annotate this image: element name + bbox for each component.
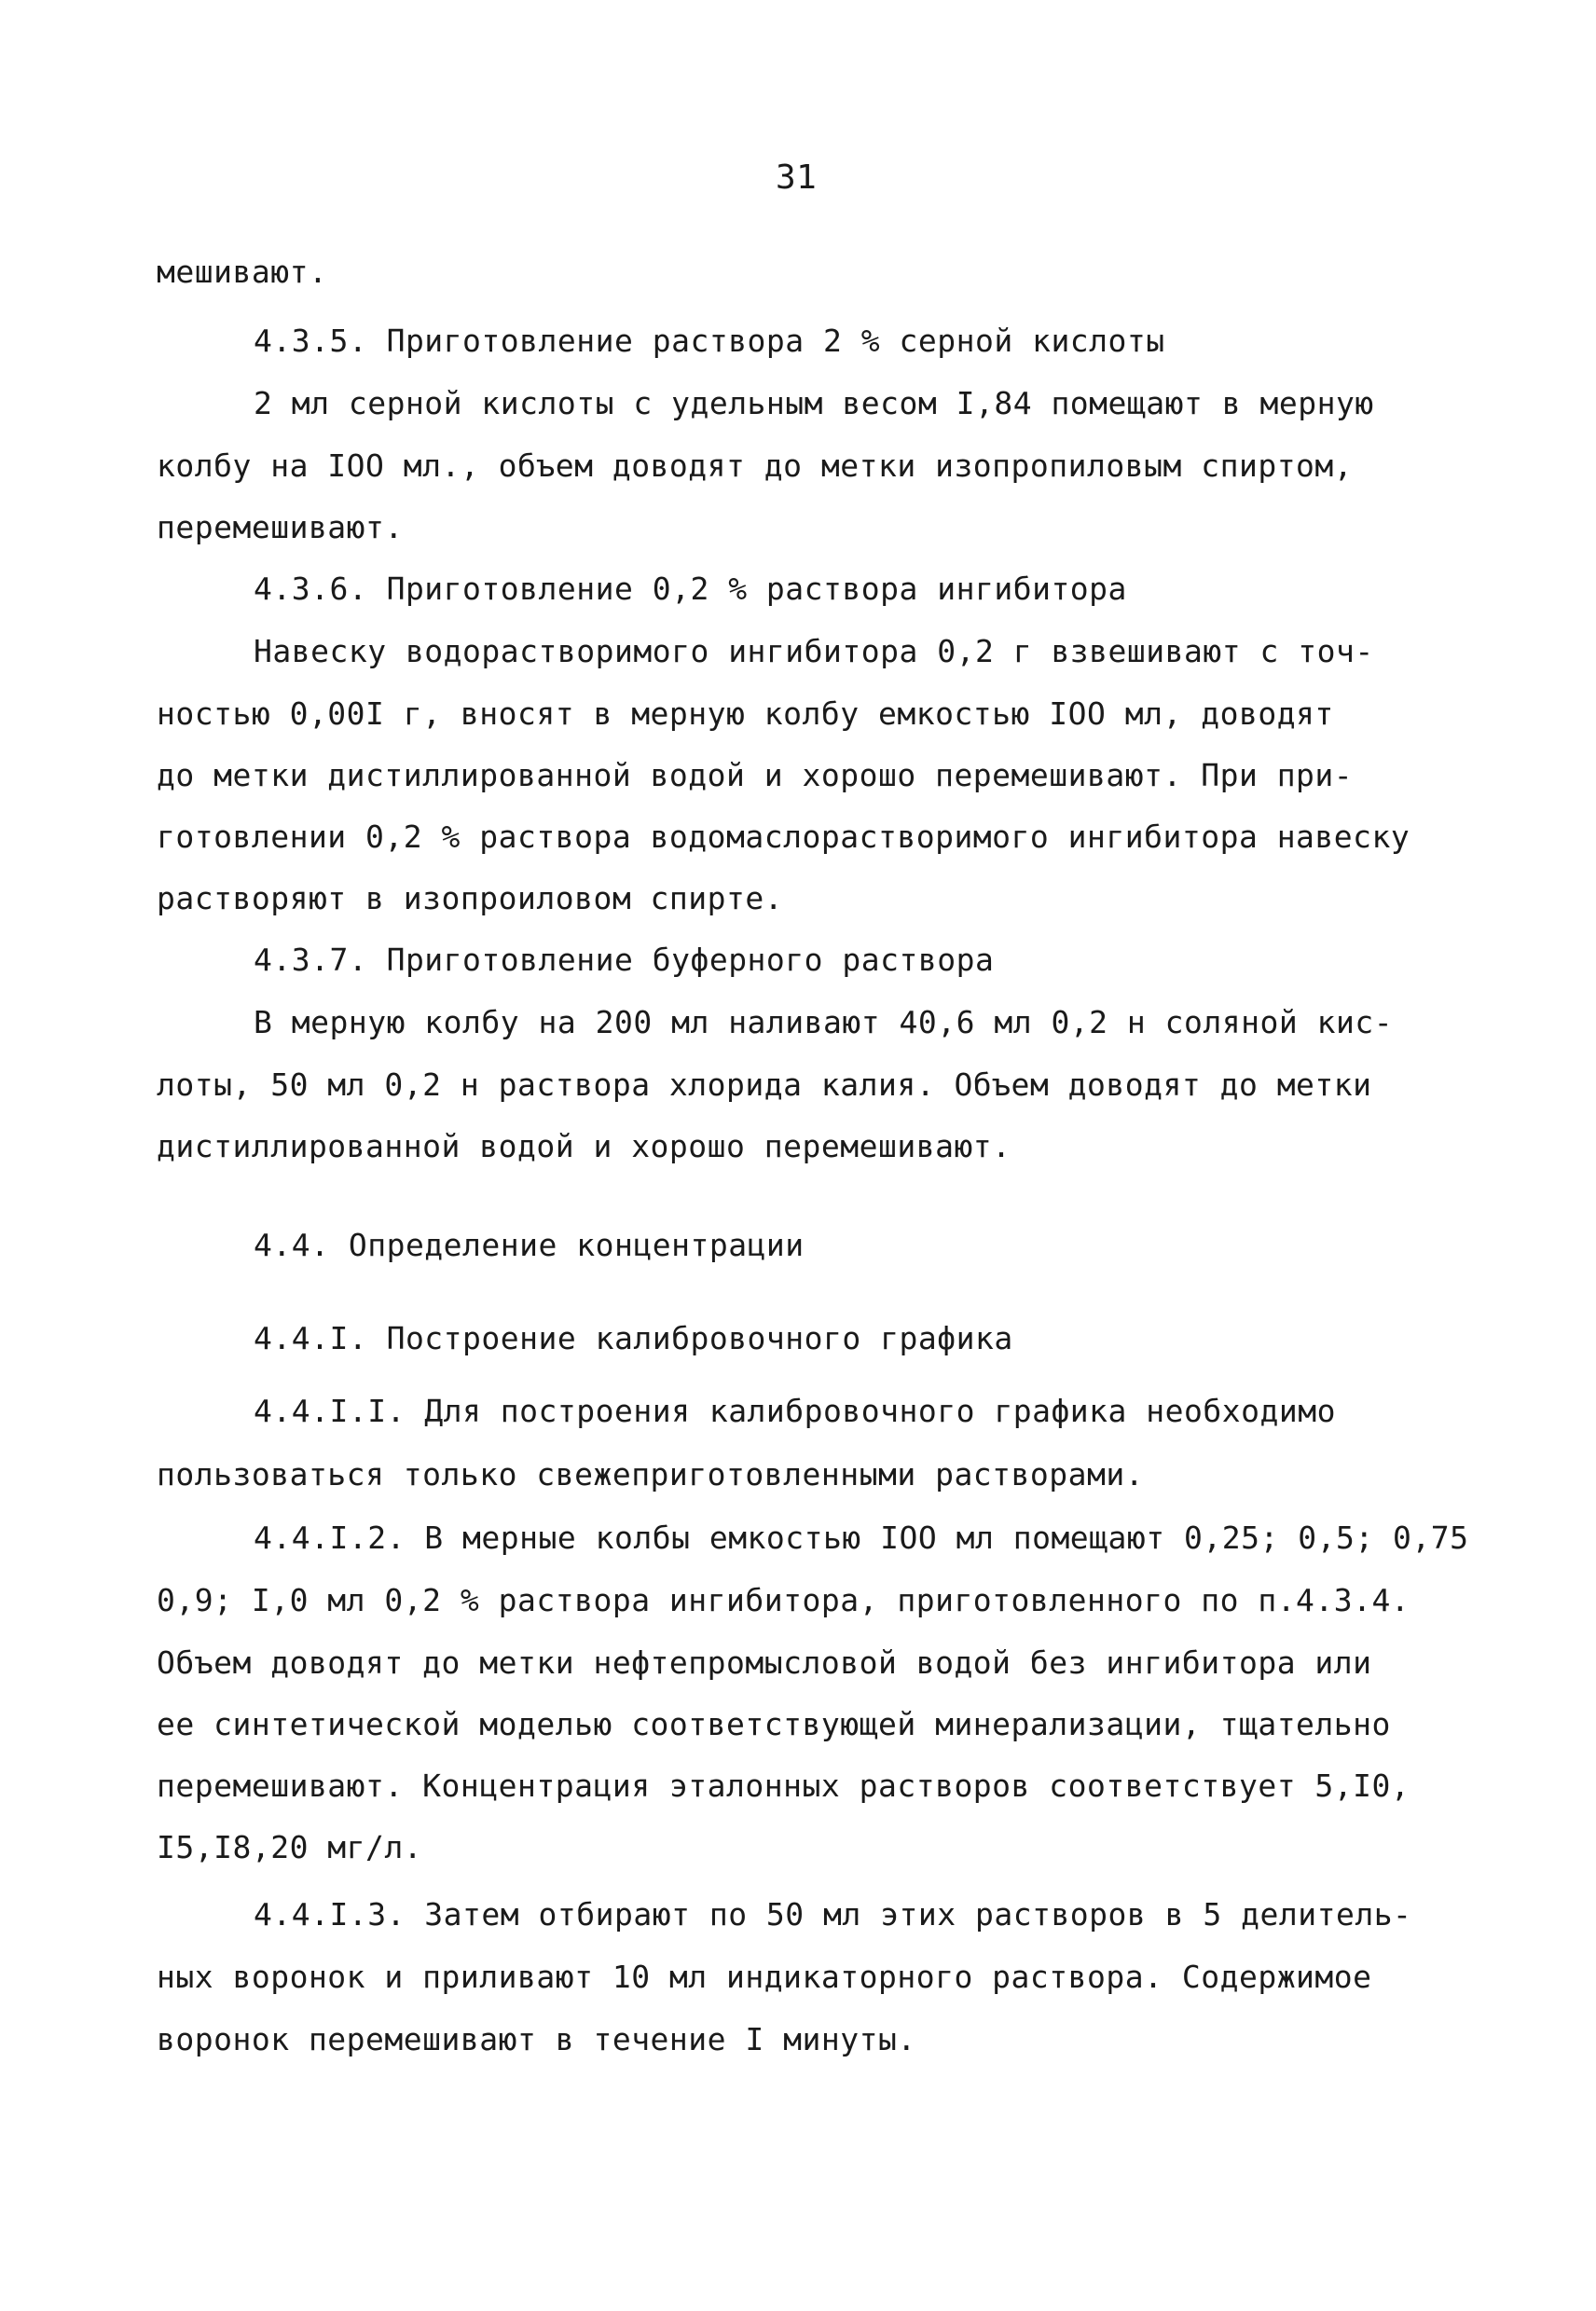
section-heading-4-3-7: 4.3.7. Приготовление буферного раствора [254, 942, 995, 978]
text-line: до метки дистиллированной водой и хорошо перемешивают. При при- [157, 757, 1354, 793]
text-line: В мерную колбу на 200 мл наливают 40,6 мл 0,2 н соляной кис- [254, 1004, 1394, 1040]
page-number: 31 [776, 158, 818, 197]
text-line: воронок перемешивают в течение I минуты. [157, 2021, 916, 2057]
text-line: дистиллированной водой и хорошо перемешивают. [157, 1128, 1011, 1164]
text-line: 4.4.I.2. В мерные колбы емкостью IOO мл помещают 0,25; 0,5; 0,75 [254, 1520, 1469, 1556]
text-line: колбу на IOO мл., объем доводят до метки изопропиловым спиртом, [157, 447, 1354, 484]
text-line: ее синтетической моделью соответствующей минерализации, тщательно [157, 1706, 1391, 1742]
section-heading-4-4-1: 4.4.I. Построение калибровочного графика [254, 1320, 1013, 1356]
text-line: 4.4.I.I. Для построения калибровочного графика необходимо [254, 1393, 1336, 1429]
text-line: пользоваться только свежеприготовленными растворами. [157, 1456, 1145, 1493]
text-line: лоты, 50 мл 0,2 н раствора хлорида калия. Объем доводят до метки [157, 1066, 1372, 1103]
section-heading-4-3-5: 4.3.5. Приготовление раствора 2 % серной кислоты [254, 323, 1165, 359]
section-heading-4-3-6: 4.3.6. Приготовление 0,2 % раствора ингибитора [254, 571, 1127, 607]
text-line: I5,I8,20 мг/л. [157, 1829, 423, 1865]
text-line: ных воронок и приливают 10 мл индикаторного раствора. Содержимое [157, 1959, 1372, 1995]
text-line: перемешивают. [157, 509, 404, 545]
text-line: 0,9; I,0 мл 0,2 % раствора ингибитора, приготовленного по п.4.3.4. [157, 1582, 1410, 1618]
text-line: ностью 0,00I г, вносят в мерную колбу емкостью IOO мл, доводят [157, 695, 1334, 732]
text-line: Объем доводят до метки нефтепромысловой водой без ингибитора или [157, 1644, 1372, 1681]
text-line: перемешивают. Концентрация эталонных растворов соответствует 5,I0, [157, 1768, 1410, 1804]
text-line: 4.4.I.3. Затем отбирают по 50 мл этих растворов в 5 делитель- [254, 1896, 1412, 1933]
text-line: мешивают. [157, 254, 328, 290]
text-line: готовлении 0,2 % раствора водомаслорастворимого ингибитора навеску [157, 818, 1410, 855]
section-heading-4-4: 4.4. Определение концентрации [254, 1227, 805, 1263]
text-line: 2 мл серной кислоты с удельным весом I,84 помещают в мерную [254, 385, 1374, 421]
text-line: Навеску водорастворимого ингибитора 0,2 г взвешивают с точ- [254, 633, 1374, 669]
text-line: растворяют в изопроиловом спирте. [157, 880, 784, 916]
